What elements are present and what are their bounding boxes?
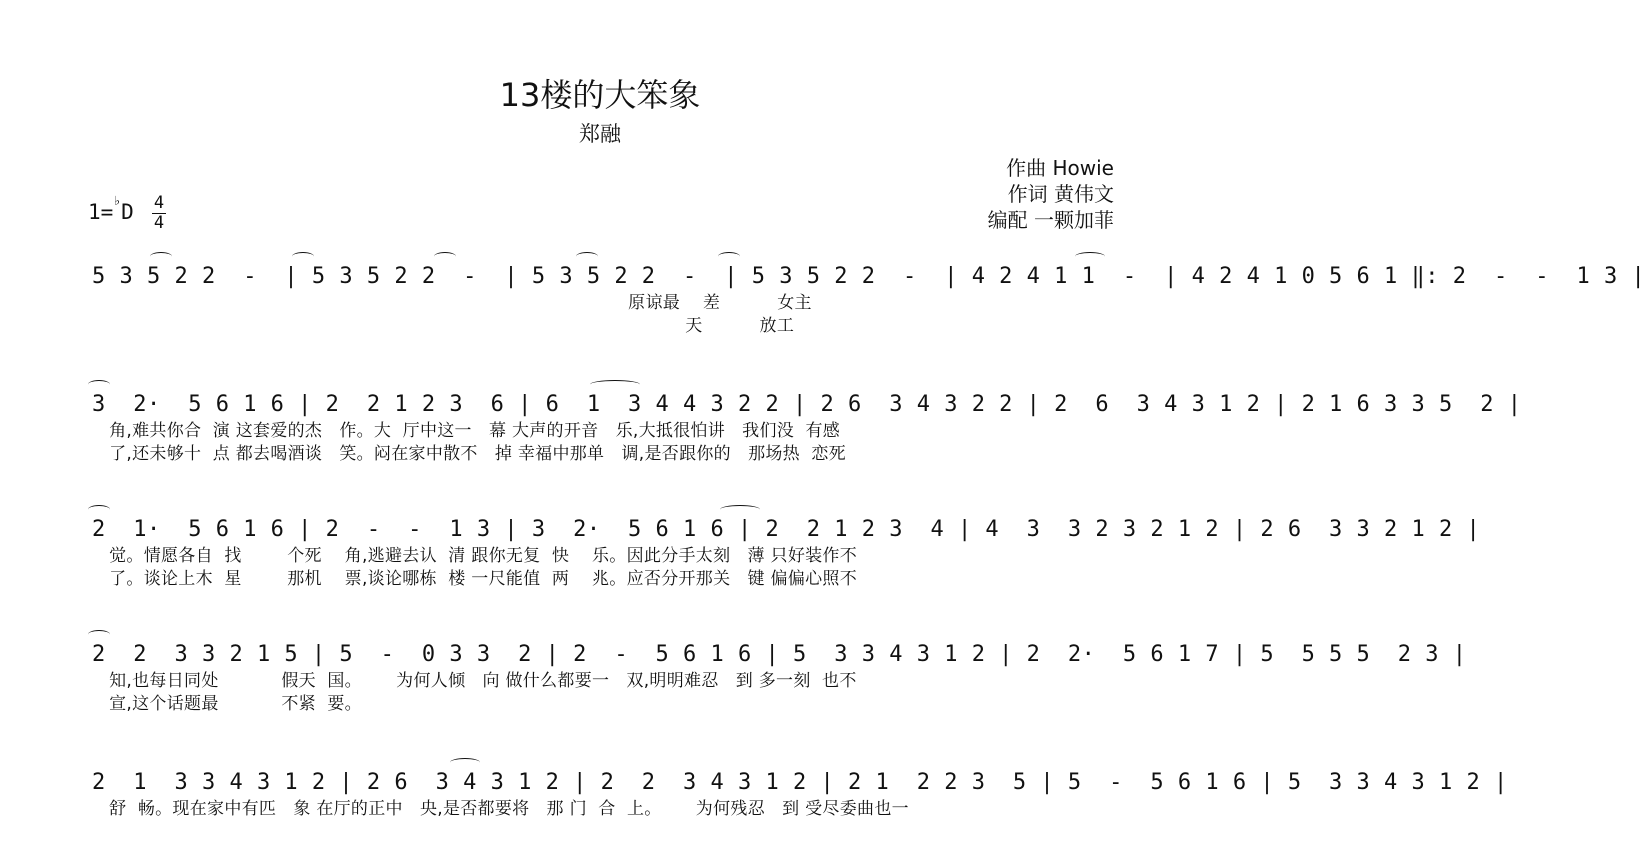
slur	[434, 252, 456, 261]
slur	[450, 758, 480, 767]
staff-system-5	[92, 768, 1508, 821]
key-prefix: 1=	[88, 200, 114, 224]
staff-system-2	[92, 390, 1522, 466]
key-signature	[88, 194, 134, 224]
lyric-line-2: 了。谈论上木 星 那机 票,谈论哪栋 楼 一尺能值 两 兆。应否分开那关 键 偏偏心照不	[92, 569, 858, 589]
song-title: 13楼的大笨象	[499, 76, 701, 114]
key-note: D	[121, 200, 134, 224]
slur	[590, 380, 640, 389]
lyric-line-1: 原谅最 差 女主	[92, 293, 812, 313]
lyric-line-2: 天 放工	[92, 316, 795, 336]
slur	[150, 252, 172, 261]
slur	[88, 630, 110, 639]
notation-line: 3 2· 5 6 1 6 | 2 2 1 2 3 6 | 6 1 3 4 4 3 2 2 | 2 6 3 4 3 2 2 | 2 6 3 4 3 1 2 | 2 1 6 3 3 5 2 |	[92, 392, 1522, 417]
lyric-line-1: 知,也每日同处 假天 国。 为何人倾 向 做什么都要一 双,明明难忍 到 多一刻 也不	[92, 671, 857, 691]
time-signature-bottom: 4	[153, 213, 165, 233]
composer-credit: 作曲 Howie	[1006, 156, 1114, 180]
flat-symbol: ♭	[113, 194, 122, 209]
notation-line: 2 1 3 3 4 3 1 2 | 2 6 3 4 3 1 2 | 2 2 3 4 3 1 2 | 2 1 2 2 3 5 | 5 - 5 6 1 6 | 5 3 3 4 3 1 2 |	[92, 770, 1508, 795]
lyric-line-2: 宣,这个话题最 不紧 要。	[92, 694, 362, 714]
staff-system-4	[92, 640, 1467, 716]
arranger-credit: 编配 一颗加菲	[987, 208, 1114, 232]
time-signature	[152, 195, 166, 232]
slur	[292, 252, 314, 261]
notation-line: 2 1· 5 6 1 6 | 2 - - 1 3 | 3 2· 5 6 1 6 | 2 2 1 2 3 4 | 4 3 3 2 3 2 1 2 | 2 6 3 3 2 1 2 |	[92, 517, 1481, 542]
credits	[988, 155, 1114, 233]
lyric-line-1: 角,难共你合 演 这套爱的杰 作。大 厅中这一 幕 大声的开音 乐,大抵很怕讲 我们没 有感	[92, 421, 841, 441]
lyric-line-2: 了,还未够十 点 都去喝酒谈 笑。闷在家中散不 掉 幸福中那单 调,是否跟你的 那场热 恋死	[92, 444, 846, 464]
slur	[576, 252, 598, 261]
time-signature-top: 4	[153, 193, 165, 213]
staff-system-1	[92, 262, 1645, 338]
slur	[718, 252, 740, 261]
staff-system-3	[92, 515, 1481, 591]
slur	[88, 505, 110, 514]
lyric-line-1: 舒 畅。现在家中有匹 象 在厅的正中 央,是否都要将 那 门 合 上。 为何残忍 到 受尽委曲也一	[92, 799, 909, 819]
notation-line: 2 2 3 3 2 1 5 | 5 - 0 3 3 2 | 2 - 5 6 1 6 | 5 3 3 4 3 1 2 | 2 2· 5 6 1 7 | 5 5 5 5 2 3 |	[92, 642, 1467, 667]
singer-name: 郑融	[579, 122, 621, 146]
notation-line: 5 3 5 2 2 - | 5 3 5 2 2 - | 5 3 5 2 2 - | 5 3 5 2 2 - | 4 2 4 1 1 - | 4 2 4 1 0 5 6 1 ‖: 2 - - 1 3 |	[92, 264, 1645, 289]
lyric-line-1: 觉。情愿各自 找 个死 角,逃避去认 清 跟你无复 快 乐。因此分手太刻 薄 只好装作不	[92, 546, 858, 566]
slur	[720, 505, 760, 514]
slur	[88, 380, 110, 389]
lyricist-credit: 作词 黄伟文	[1007, 182, 1114, 206]
slur	[1075, 252, 1105, 261]
